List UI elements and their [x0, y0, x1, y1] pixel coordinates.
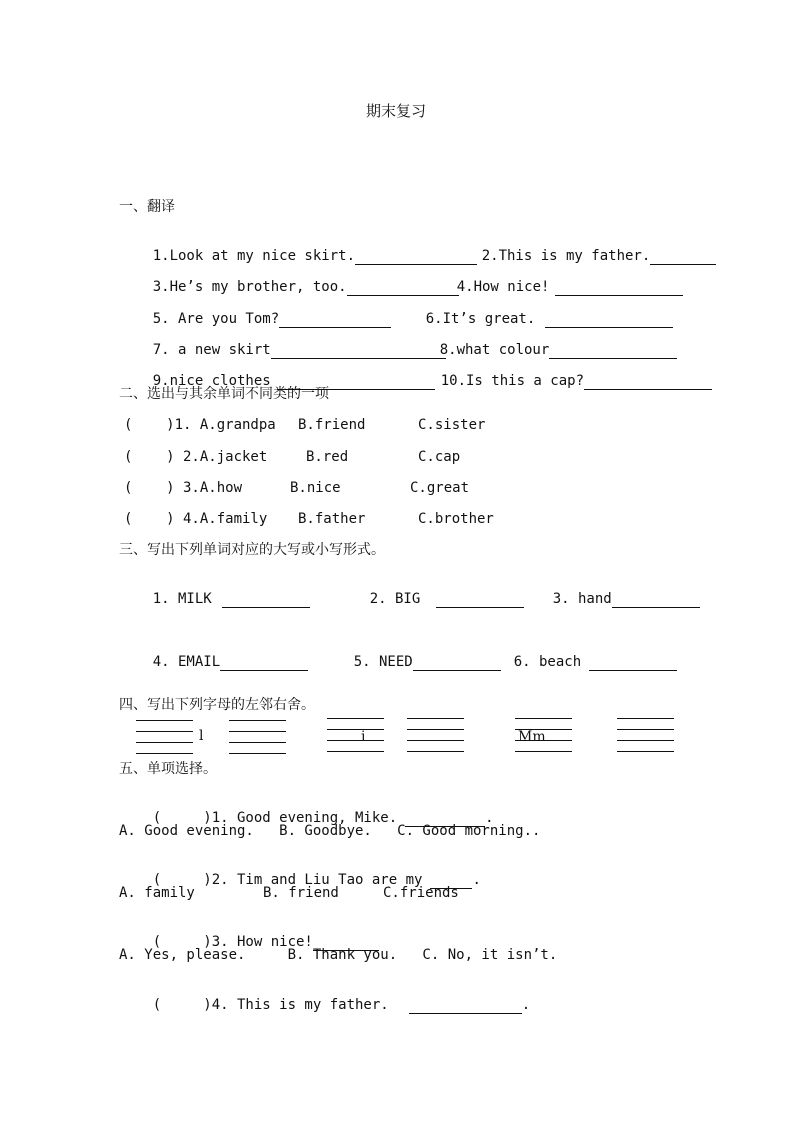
odd-row-4-num: ( ) 4.A.family: [124, 511, 268, 527]
choice-options-1: A. Good evening. B. Goodbye. C. Good morning..: [119, 823, 541, 839]
answer-line[interactable]: [136, 753, 193, 754]
odd-row-1-b: B.friend: [298, 417, 366, 433]
choice-question-4: ( )4. This is my father. .: [152, 997, 531, 1013]
answer-blank[interactable]: [612, 593, 700, 608]
section-translation-title: 一、翻译: [119, 199, 175, 215]
section-neighbors-title: 四、写出下列字母的左邻右舍。: [119, 697, 315, 713]
answer-blank[interactable]: [222, 593, 310, 608]
odd-row-3-b: B.nice: [290, 480, 341, 496]
case-row-2-c: 6. beach: [480, 635, 677, 689]
odd-row-1-c: C.sister: [418, 417, 486, 433]
translation-row-3-left: 5. Are you Tom?: [119, 292, 391, 346]
neighbor-group-1: [136, 720, 288, 756]
given-letter: l: [199, 728, 204, 744]
answer-line[interactable]: [407, 740, 464, 741]
answer-blank[interactable]: [584, 375, 712, 390]
given-letter: Mm: [518, 729, 546, 745]
answer-line[interactable]: [136, 731, 193, 732]
answer-line[interactable]: [617, 718, 674, 719]
odd-row-1-num: ( )1. A.grandpa: [124, 417, 276, 433]
odd-row-3-num: ( ) 3.A.how: [124, 480, 243, 496]
answer-line[interactable]: [327, 718, 384, 719]
section-odd-one-out-title: 二、选出与其余单词不同类的一项: [119, 386, 329, 402]
answer-line[interactable]: [229, 753, 286, 754]
odd-row-2-num: ( ) 2.A.jacket: [124, 449, 268, 465]
choice-question-3: ( )3. How nice!: [119, 915, 379, 969]
answer-line[interactable]: [229, 731, 286, 732]
odd-row-2-b: B.red: [306, 449, 349, 465]
choice-options-2a: A. family: [119, 885, 195, 901]
answer-line[interactable]: [617, 729, 674, 730]
answer-blank[interactable]: [589, 656, 677, 671]
choice-question-1: ( )1. Good evening, Mike. .: [152, 810, 494, 826]
section-choice-title: 五、单项选择。: [119, 761, 217, 777]
answer-blank[interactable]: [436, 593, 524, 608]
answer-line[interactable]: [407, 751, 464, 752]
case-row-2-b: 5. NEED: [320, 635, 501, 689]
choice-options-3: A. Yes, please. B. Thank you. C. No, it isn’t.: [119, 947, 558, 963]
answer-line[interactable]: [136, 720, 193, 721]
answer-line[interactable]: [327, 729, 384, 730]
answer-line[interactable]: [515, 718, 572, 719]
page-title: 期末复习: [366, 102, 427, 120]
odd-row-4-c: C.brother: [418, 511, 494, 527]
odd-row-2-c: C.cap: [418, 449, 461, 465]
answer-line[interactable]: [229, 720, 286, 721]
choice-question-2: ( )2. Tim and Liu Tao are my .: [152, 872, 481, 888]
translation-row-1-left: 1.Look at my nice skirt.: [119, 229, 477, 283]
odd-row-4-b: B.father: [298, 511, 366, 527]
neighbor-group-3: [515, 718, 674, 754]
translation-row-2-right: 4.How nice!: [423, 260, 683, 314]
case-row-1-a: 1. MILK: [119, 572, 310, 626]
translation-row-1-right: 2.This is my father.: [448, 229, 716, 283]
answer-line[interactable]: [136, 742, 193, 743]
case-row-1-b: 2. BIG: [336, 572, 524, 626]
answer-blank[interactable]: [220, 656, 308, 671]
odd-row-3-c: C.great: [410, 480, 470, 496]
answer-line[interactable]: [617, 751, 674, 752]
translation-row-4-right: 8.what colour: [406, 323, 677, 377]
choice-options-2c: C.friends: [383, 885, 459, 901]
translation-row-3-right: 6.It’s great.: [392, 292, 673, 346]
case-row-1-c: 3. hand: [519, 572, 700, 626]
answer-line[interactable]: [327, 751, 384, 752]
answer-line[interactable]: [515, 751, 572, 752]
answer-line[interactable]: [407, 718, 464, 719]
answer-line[interactable]: [617, 740, 674, 741]
answer-line[interactable]: [327, 740, 384, 741]
translation-row-4-left: 7. a new skirt: [119, 323, 446, 377]
translation-row-5-right: 10.Is this a cap?: [407, 354, 712, 408]
case-row-2-a: 4. EMAIL: [119, 635, 308, 689]
translation-row-2-left: 3.He’s my brother, too.: [119, 260, 459, 314]
answer-line[interactable]: [407, 729, 464, 730]
neighbor-group-2: [327, 718, 464, 754]
answer-line[interactable]: [229, 742, 286, 743]
choice-options-2b: B. friend: [263, 885, 339, 901]
translation-row-5-left: 9.nice clothes: [119, 354, 435, 408]
section-case-title: 三、写出下列单词对应的大写或小写形式。: [119, 542, 385, 558]
answer-blank[interactable]: [409, 999, 522, 1014]
given-letter: i: [361, 729, 366, 745]
